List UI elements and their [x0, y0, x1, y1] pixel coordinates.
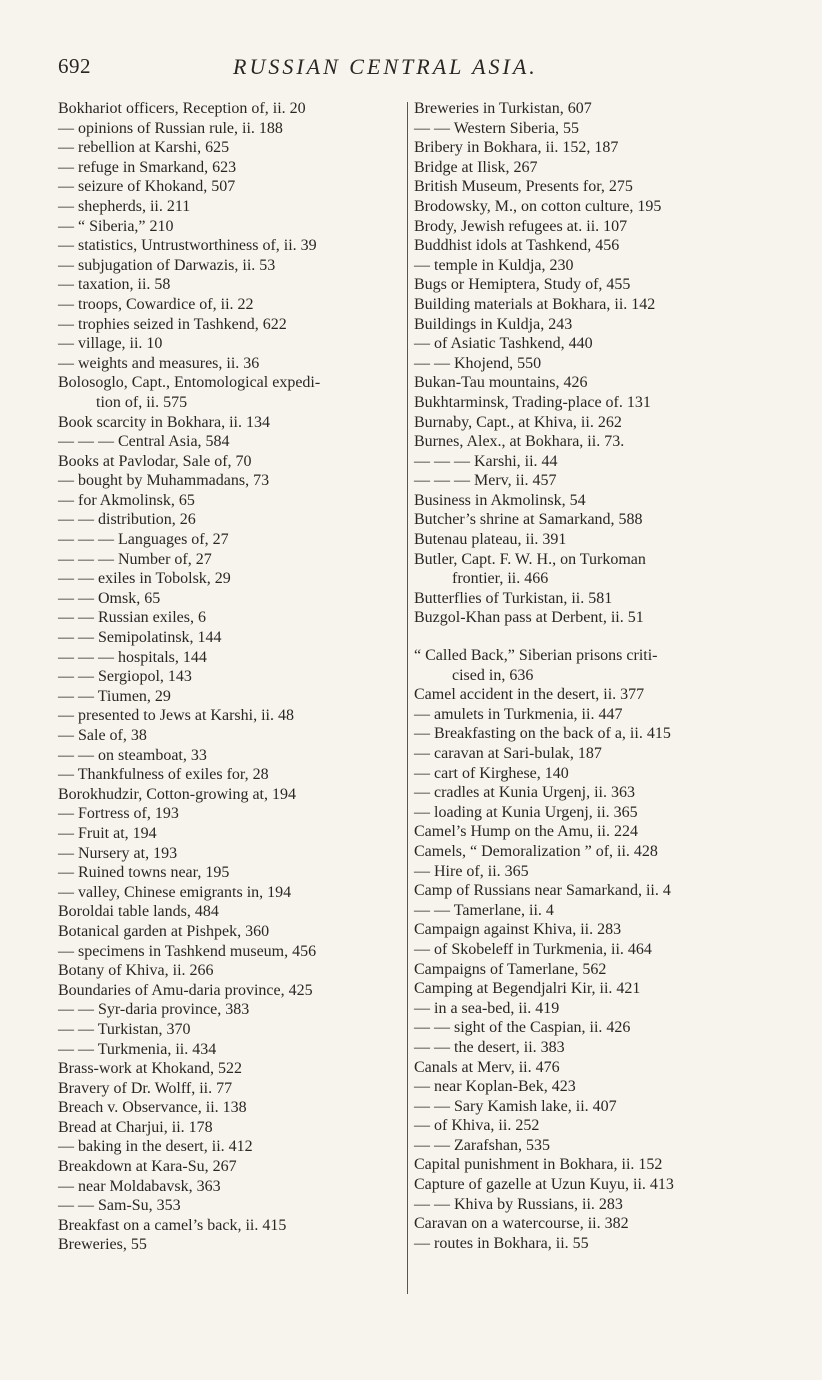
index-entry: Breach v. Observance, ii. 138 — [58, 1099, 247, 1117]
index-entry: Borokhudzir, Cotton-growing at, 194 — [58, 785, 296, 803]
index-entry: Burnaby, Capt., at Khiva, ii. 262 — [414, 413, 622, 431]
index-entry: Botanical garden at Pishpek, 360 — [58, 922, 270, 940]
index-entry: — cart of Kirghese, 140 — [414, 764, 569, 782]
index-entry: — — distribution, 26 — [58, 511, 196, 529]
index-entry: — for Akmolinsk, 65 — [58, 491, 195, 509]
index-entry: Books at Pavlodar, Sale of, 70 — [58, 452, 252, 470]
index-entry: — — exiles in Tobolsk, 29 — [58, 570, 231, 588]
index-column-left — [58, 99, 406, 1255]
index-entry: — subjugation of Darwazis, ii. 53 — [58, 256, 276, 274]
index-entry: Bolosoglo, Capt., Entomological expedi- — [58, 374, 321, 392]
section-gap — [414, 628, 774, 646]
index-entry: — Breakfasting on the back of a, ii. 415 — [414, 725, 671, 743]
index-entry: — weights and measures, ii. 36 — [58, 354, 260, 372]
index-entry: — — Omsk, 65 — [58, 589, 161, 607]
index-entry: Book scarcity in Bokhara, ii. 134 — [58, 413, 270, 431]
index-entry: — taxation, ii. 58 — [58, 276, 171, 294]
index-entry: Brodowsky, M., on cotton culture, 195 — [414, 197, 662, 215]
index-entry: Buzgol-Khan pass at Derbent, ii. 51 — [414, 609, 644, 627]
index-entry: — — Turkmenia, ii. 434 — [58, 1040, 217, 1058]
index-entry: — valley, Chinese emigrants in, 194 — [58, 883, 292, 901]
index-entry: Burnes, Alex., at Bokhara, ii. 73. — [414, 433, 625, 451]
index-entry: — — Sergiopol, 143 — [58, 668, 192, 686]
index-entry: — Fruit at, 194 — [58, 824, 157, 842]
index-entry: Campaigns of Tamerlane, 562 — [414, 960, 607, 978]
index-entry: — Ruined towns near, 195 — [58, 864, 230, 882]
index-entry: Buddhist idols at Tashkend, 456 — [414, 237, 620, 255]
index-entry: — — — Number of, 27 — [58, 550, 212, 568]
index-entry: — — — hospitals, 144 — [58, 648, 207, 666]
index-entry: — — Semipolatinsk, 144 — [58, 629, 222, 647]
index-entry: Business in Akmolinsk, 54 — [414, 491, 586, 509]
index-entry: — — — Central Asia, 584 — [58, 433, 230, 451]
index-entry: — shepherds, ii. 211 — [58, 197, 191, 215]
index-entry: Bridge at Ilisk, 267 — [414, 158, 538, 176]
index-entry: — amulets in Turkmenia, ii. 447 — [414, 705, 623, 723]
index-entry: Camp of Russians near Samarkand, ii. 4 — [414, 882, 671, 900]
index-entry: Capital punishment in Bokhara, ii. 152 — [414, 1156, 663, 1174]
index-entry: Canals at Merv, ii. 476 — [414, 1058, 560, 1076]
index-entry: — cradles at Kunia Urgenj, ii. 363 — [414, 784, 635, 802]
index-entry: — Nursery at, 193 — [58, 844, 178, 862]
index-entry: Bugs or Hemiptera, Study of, 455 — [414, 276, 631, 294]
index-entry: Boroldai table lands, 484 — [58, 903, 219, 921]
index-entry: — — the desert, ii. 383 — [414, 1038, 565, 1056]
index-entry: — opinions of Russian rule, ii. 188 — [58, 119, 283, 137]
index-entry: — near Moldabavsk, 363 — [58, 1177, 221, 1195]
index-entry: — Thankfulness of exiles for, 28 — [58, 766, 269, 784]
index-entry: Bokhariot officers, Reception of, ii. 20 — [58, 100, 306, 117]
index-entry: — Fortress of, 193 — [58, 805, 179, 823]
index-entry: — — Tiumen, 29 — [58, 687, 171, 705]
running-title: RUSSIAN CENTRAL ASIA. — [233, 54, 538, 79]
index-entry: — loading at Kunia Urgenj, ii. 365 — [414, 803, 638, 821]
index-entry: — — Khojend, 550 — [414, 354, 542, 372]
index-entry: — — on steamboat, 33 — [58, 746, 207, 764]
index-entry: Buildings in Kuldja, 243 — [414, 315, 573, 333]
index-entry: Capture of gazelle at Uzun Kuyu, ii. 413 — [414, 1176, 674, 1194]
index-entry: Bravery of Dr. Wolff, ii. 77 — [58, 1079, 233, 1097]
index-entry: Bribery in Bokhara, ii. 152, 187 — [414, 139, 619, 157]
index-entry: Botany of Khiva, ii. 266 — [58, 962, 214, 980]
index-entry: — troops, Cowardice of, ii. 22 — [58, 295, 254, 313]
index-entry: Bukhtarminsk, Trading-place of. 131 — [414, 393, 651, 411]
index-entry: — village, ii. 10 — [58, 335, 163, 353]
index-entry: “ Called Back,” Siberian prisons criti- — [414, 647, 658, 665]
page-number: 692 — [58, 54, 91, 78]
column-divider — [407, 102, 408, 1294]
index-entry: Bread at Charjui, ii. 178 — [58, 1118, 213, 1136]
index-entry: — presented to Jews at Karshi, ii. 48 — [58, 707, 294, 725]
index-entry: — Sale of, 38 — [58, 727, 147, 744]
index-entry: — routes in Bokhara, ii. 55 — [414, 1234, 589, 1252]
index-entry: — seizure of Khokand, 507 — [58, 178, 236, 196]
index-entry: — — Tamerlane, ii. 4 — [414, 901, 554, 919]
index-entry: Butenau plateau, ii. 391 — [414, 531, 567, 549]
index-entry: Camel’s Hump on the Amu, ii. 224 — [414, 823, 638, 841]
index-entry: — of Asiatic Tashkend, 440 — [414, 335, 593, 353]
index-entry: — statistics, Untrustworthiness of, ii. 39 — [58, 237, 317, 255]
index-entry: Brass-work at Khokand, 522 — [58, 1060, 242, 1078]
index-column-right — [414, 99, 774, 1253]
index-entry: — rebellion at Karshi, 625 — [58, 139, 230, 157]
index-entry: — in a sea-bed, ii. 419 — [414, 999, 560, 1017]
index-entry: — — Syr-daria province, 383 — [58, 1001, 250, 1019]
index-entry: — — Sam-Su, 353 — [58, 1197, 181, 1215]
index-entry: — refuge in Smarkand, 623 — [58, 158, 237, 176]
index-entry: — Hire of, ii. 365 — [414, 862, 529, 880]
index-entry: Bukan-Tau mountains, 426 — [414, 374, 588, 392]
index-entry: — caravan at Sari-bulak, 187 — [414, 745, 602, 762]
index-entry: — of Skobeleff in Turkmenia, ii. 464 — [414, 940, 652, 958]
index-entry: Camel accident in the desert, ii. 377 — [414, 686, 645, 704]
index-entry: — baking in the desert, ii. 412 — [58, 1138, 253, 1156]
index-entry: — — — Languages of, 27 — [58, 531, 229, 549]
index-entry: — trophies seized in Tashkend, 622 — [58, 315, 287, 333]
index-entry: Breweries, 55 — [58, 1236, 147, 1254]
index-entry: Camping at Begendjalri Kir, ii. 421 — [414, 980, 641, 998]
index-entry: Butcher’s shrine at Samarkand, 588 — [414, 511, 643, 529]
index-entry: Camels, “ Demoralization ” of, ii. 428 — [414, 842, 658, 860]
index-entry: Brody, Jewish refugees at. ii. 107 — [414, 217, 628, 235]
index-entry: — — Khiva by Russians, ii. 283 — [414, 1195, 623, 1213]
index-entry: Building materials at Bokhara, ii. 142 — [414, 295, 656, 313]
index-entry: frontier, ii. 466 — [452, 570, 549, 588]
index-entry: British Museum, Presents for, 275 — [414, 178, 633, 196]
index-entry: — — Russian exiles, 6 — [58, 609, 206, 627]
index-entry: — — — Merv, ii. 457 — [414, 472, 557, 490]
index-entry: Breweries in Turkistan, 607 — [414, 100, 592, 117]
index-entry: — — Turkistan, 370 — [58, 1020, 191, 1038]
index-entry: — — Zarafshan, 535 — [414, 1136, 550, 1154]
index-entry: — near Koplan-Bek, 423 — [414, 1078, 576, 1096]
index-entry: — — Sary Kamish lake, ii. 407 — [414, 1097, 617, 1115]
index-entry: — bought by Muhammadans, 73 — [58, 472, 270, 490]
index-entry: — specimens in Tashkend museum, 456 — [58, 942, 317, 960]
index-entry: Campaign against Khiva, ii. 283 — [414, 921, 622, 939]
page-header — [58, 54, 764, 86]
index-entry: — — sight of the Caspian, ii. 426 — [414, 1019, 631, 1037]
index-entry: — of Khiva, ii. 252 — [414, 1117, 540, 1135]
index-entry: — temple in Kuldja, 230 — [414, 256, 574, 274]
index-entry: Caravan on a watercourse, ii. 382 — [414, 1215, 629, 1233]
index-entry: tion of, ii. 575 — [96, 393, 188, 411]
index-entry: cised in, 636 — [452, 666, 534, 684]
index-entry: — — Western Siberia, 55 — [414, 119, 580, 137]
index-entry: — “ Siberia,” 210 — [58, 217, 174, 235]
index-entry: Breakdown at Kara-Su, 267 — [58, 1158, 237, 1176]
index-entry: Breakfast on a camel’s back, ii. 415 — [58, 1216, 287, 1234]
index-entry: Butterflies of Turkistan, ii. 581 — [414, 589, 613, 607]
index-entry: Boundaries of Amu-daria province, 425 — [58, 981, 313, 999]
index-entry: Butler, Capt. F. W. H., on Turkoman — [414, 550, 646, 568]
index-entry: — — — Karshi, ii. 44 — [414, 452, 558, 470]
